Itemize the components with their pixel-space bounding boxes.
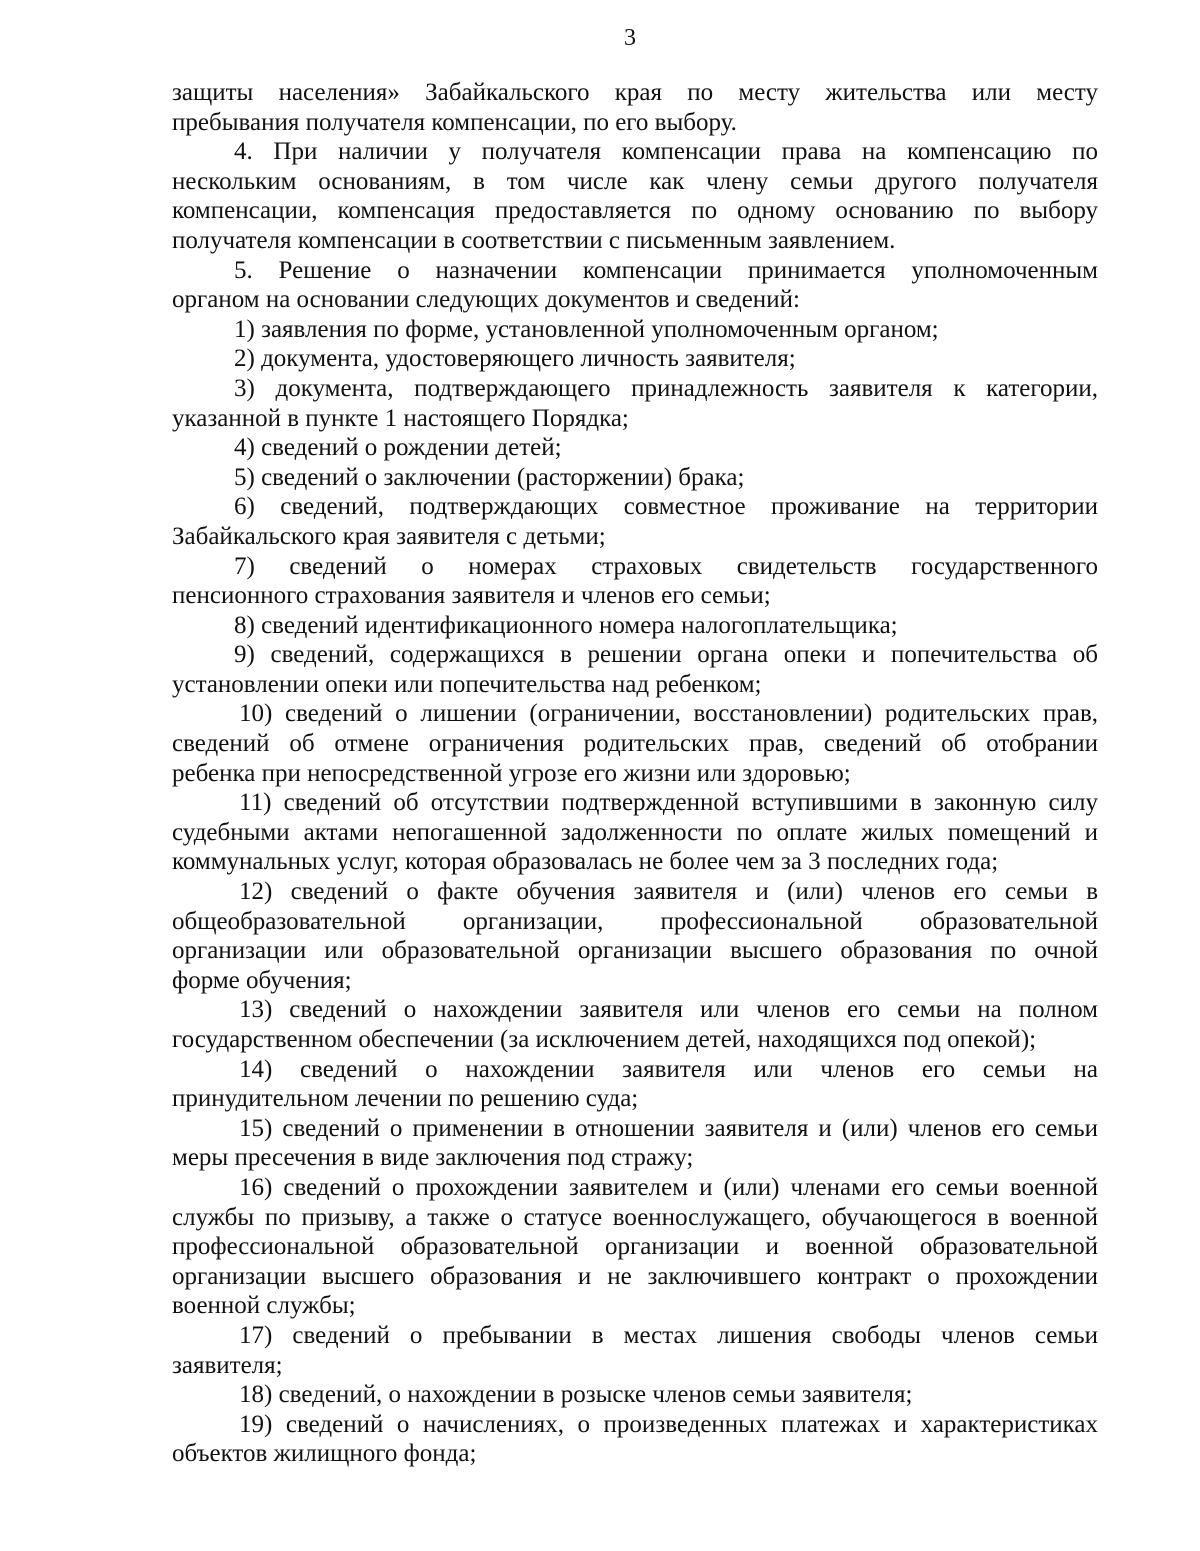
text-line: органом на основании следующих документов и сведений: [172,286,800,314]
text-line: государственном обеспечении (за исключением детей, находящихся под опекой); [172,1026,1037,1053]
list-item [172,256,1098,315]
list-item [172,1114,1098,1173]
list-item [172,1321,1098,1380]
text-line: 16) сведений о прохождении заявителем и (или) членами его семьи военной [239,1173,1098,1201]
list-item [172,315,1098,345]
list-item [172,1055,1098,1114]
list-item [172,1410,1098,1469]
text-line: 12) сведений о факте обучения заявителя и (или) членов его семьи в [239,878,1098,906]
text-line: Забайкальского края заявителя с детьми; [172,522,606,550]
document-body [172,78,1098,1469]
text-line: 14) сведений о нахождении заявителя или членов его семьи на [239,1055,1098,1083]
text-line: военной службы; [172,1292,356,1320]
text-line: нескольким основаниям, в том числе как члену семьи другого получателя [172,167,1098,195]
text-line: 19) сведений о начислениях, о произведенных платежах и характеристиках [239,1410,1098,1438]
text-line: общеобразовательной организации, профессиональной образовательной [172,907,1098,935]
text-line: профессиональной образовательной организации и военной образовательной [172,1233,1098,1261]
list-item [172,433,1098,463]
list-item [172,877,1098,995]
text-line: ребенка при непосредственной угрозе его жизни или здоровью; [172,759,851,787]
list-item [172,611,1098,641]
text-line: 18) сведений, о нахождении в розыске членов семьи заявителя; [239,1381,913,1409]
list-item [172,463,1098,493]
page-number: 3 [624,25,636,51]
text-line: организации или образовательной организации высшего образования по очной [172,937,1098,965]
list-item [172,1380,1098,1410]
text-line: 4. При наличии у получателя компенсации права на компенсацию по [234,138,1098,166]
list-item [172,374,1098,433]
text-line: 6) сведений, подтверждающих совместное проживание на территории [234,493,1098,521]
text-line: объектов жилищного фонда; [172,1440,477,1468]
continued-paragraph [172,78,1098,137]
text-line: принудительном лечении по решению суда; [172,1085,639,1113]
text-line: 13) сведений о нахождении заявителя или членов его семьи на полном [239,996,1098,1024]
text-line: пенсионного страхования заявителя и членов его семьи; [172,582,771,610]
text-line: пребывания получателя компенсации, по его выбору. [172,108,737,136]
text-line: указанной в пункте 1 настоящего Порядка; [172,404,629,432]
text-line: заявителя; [172,1351,283,1379]
text-line: 11) сведений об отсутствии подтвержденной вступившими в законную силу [239,789,1098,817]
text-line: меры пресечения в виде заключения под стражу; [172,1144,694,1172]
text-line: компенсации, компенсация предоставляется по одному основанию по выбору [172,197,1098,225]
text-line: защиты населения» Забайкальского края по месту жительства или месту [172,79,1098,106]
text-line: 2) документа, удостоверяющего личность заявителя; [234,345,796,373]
text-line: организации высшего образования и не заключившего контракт о прохождении [172,1262,1098,1290]
text-line: коммунальных услуг, которая образовалась не более чем за 3 последних года; [172,848,999,876]
text-line: сведений об отмене ограничения родительских прав, сведений об отобрании [172,730,1098,758]
list-item [172,640,1098,699]
text-line: форме обучения; [172,966,352,994]
list-item [172,344,1098,374]
list-item [172,137,1098,255]
text-line: 5. Решение о назначении компенсации принимается уполномоченным [234,256,1098,284]
text-line: 15) сведений о применении в отношении заявителя и (или) членов его семьи [239,1114,1098,1142]
text-line: 1) заявления по форме, установленной уполномоченным органом; [234,315,939,343]
text-line: 17) сведений о пребывании в местах лишения свободы членов семьи [239,1321,1098,1349]
text-line: 4) сведений о рождении детей; [234,434,562,462]
text-line: 3) документа, подтверждающего принадлежность заявителя к категории, [234,374,1098,402]
text-line: 9) сведений, содержащихся в решении органа опеки и попечительства об [234,641,1098,669]
list-item [172,552,1098,611]
list-item [172,1173,1098,1321]
text-line: 8) сведений идентификационного номера налогоплательщика; [234,611,898,639]
list-item [172,699,1098,788]
text-line: 7) сведений о номерах страховых свидетельств государственного [234,552,1098,580]
text-line: судебными актами непогашенной задолженности по оплате жилых помещений и [172,818,1098,846]
text-line: 5) сведений о заключении (расторжении) брака; [234,463,745,491]
list-item [172,788,1098,877]
text-line: установлении опеки или попечительства над ребенком; [172,670,762,698]
list-item [172,995,1098,1054]
text-line: получателя компенсации в соответствии с письменным заявлением. [172,226,896,254]
list-item [172,492,1098,551]
text-line: 10) сведений о лишении (ограничении, восстановлении) родительских прав, [239,700,1098,728]
text-line: службы по призыву, а также о статусе военнослужащего, обучающегося в военной [172,1203,1098,1231]
